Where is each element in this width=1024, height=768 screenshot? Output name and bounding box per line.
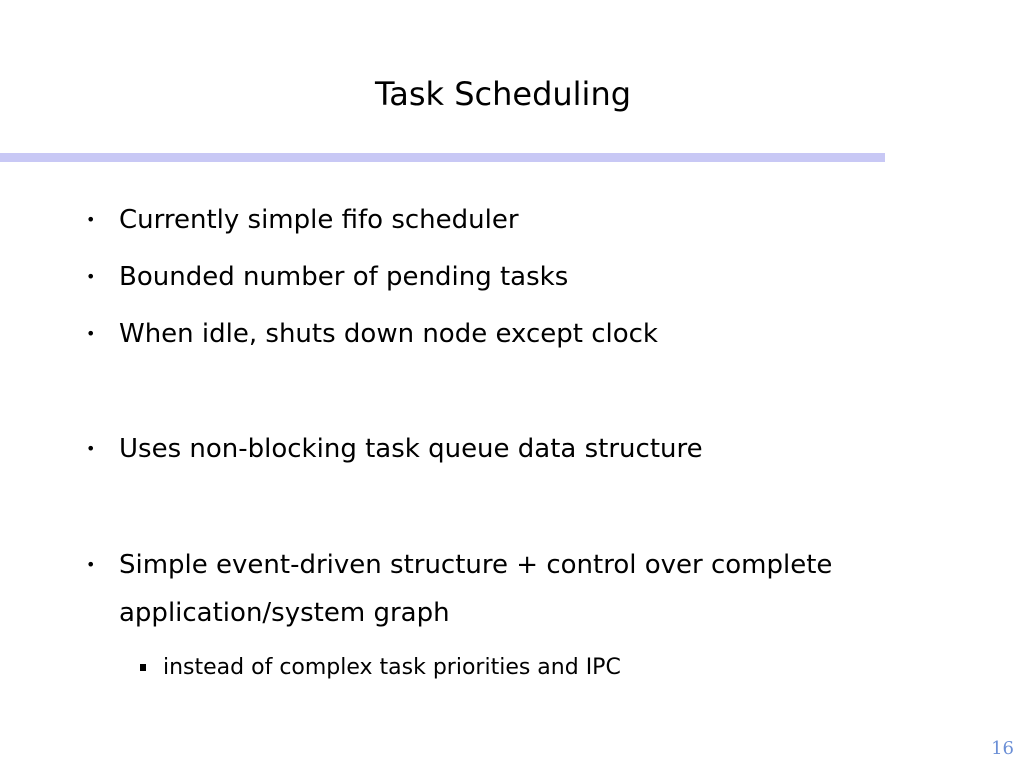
- bullet-text: Simple event-driven structure + control over complete application/system graph: [119, 550, 833, 628]
- bullet-item: [86, 253, 966, 301]
- bullet-dot-icon: •: [86, 324, 96, 343]
- bullet-dot-icon: •: [86, 210, 96, 229]
- bullet-text: Currently simple fifo scheduler: [119, 205, 519, 235]
- bullet-text: Bounded number of pending tasks: [119, 262, 569, 292]
- title-underline-bar: [0, 153, 885, 162]
- square-bullet-icon: [140, 664, 146, 671]
- bullet-item: [86, 196, 966, 244]
- bullet-text: When idle, shuts down node except clock: [119, 319, 658, 349]
- bullet-item: [86, 425, 966, 473]
- bullet-dot-icon: •: [86, 555, 96, 574]
- bullet-dot-icon: •: [86, 267, 96, 286]
- bullet-text: Uses non-blocking task queue data structure: [119, 434, 703, 464]
- page-number: 16: [991, 738, 1014, 759]
- sub-bullet-item: [140, 653, 960, 683]
- bullet-item: [86, 541, 966, 637]
- slide-title: Task Scheduling: [374, 75, 632, 113]
- bullet-item: [86, 310, 966, 358]
- bullet-dot-icon: •: [86, 439, 96, 458]
- sub-bullet-text: instead of complex task priorities and IPC: [163, 655, 621, 680]
